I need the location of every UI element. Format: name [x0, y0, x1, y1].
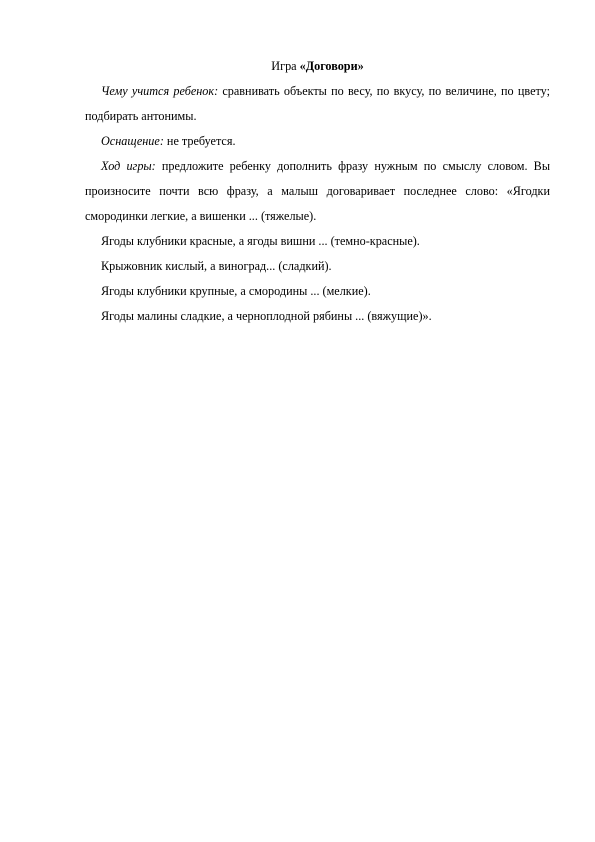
paragraph-text: Ягоды клубники красные, а ягоды вишни ... (темно-красные). [101, 234, 420, 248]
paragraph-equipment [85, 129, 550, 154]
paragraph-label: Оснащение: [101, 134, 164, 148]
paragraph-game-procedure [85, 154, 550, 229]
paragraph-text: сравнивать объекты по весу, по вкусу, по величине, по цвету; подбирать антонимы. [85, 84, 550, 123]
document-body [85, 54, 550, 329]
paragraph-learning-goal [85, 79, 550, 129]
document-title [85, 54, 550, 79]
example-line [85, 304, 550, 329]
paragraph-text: Ягоды клубники крупные, а смородины ... (мелкие). [101, 284, 371, 298]
title-game-name: «Договори» [299, 59, 364, 73]
title-prefix: Игра [271, 59, 300, 73]
paragraph-text: предложите ребенку дополнить фразу нужным по смыслу словом. Вы произносите почти всю фразу, а малыш договаривает последнее слово: «Ягодки смородинки легкие, а вишенки ... (тяжелые). [85, 159, 551, 223]
example-line [85, 229, 550, 254]
paragraph-label: Ход игры: [101, 159, 156, 173]
paragraph-text: не требуется. [163, 134, 236, 148]
paragraph-label: Чему учится ребенок: [101, 84, 219, 98]
paragraph-text: Ягоды малины сладкие, а черноплодной рябины ... (вяжущие)». [101, 309, 432, 323]
paragraph-text: Крыжовник кислый, а виноград... (сладкий). [101, 259, 332, 273]
example-line [85, 254, 550, 279]
example-line [85, 279, 550, 304]
